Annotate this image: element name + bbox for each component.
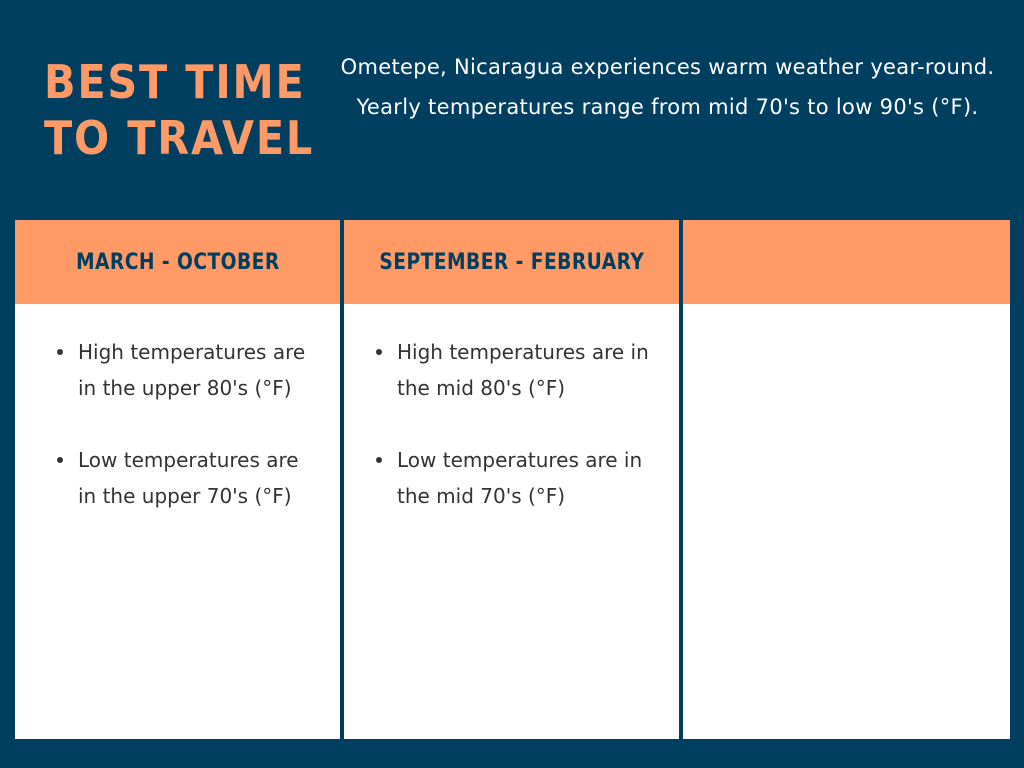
list-item: Low temperatures are in the upper 70's (°F) bbox=[78, 442, 322, 514]
title-line-2: TO TRAVEL bbox=[44, 111, 315, 165]
season-column-september-february bbox=[344, 220, 679, 739]
column-header-label: SEPTEMBER - FEBRUARY bbox=[378, 249, 644, 275]
bullet-list bbox=[15, 304, 340, 514]
list-item: Low temperatures are in the mid 70's (°F) bbox=[397, 442, 661, 514]
empty-column bbox=[683, 220, 1010, 739]
column-header bbox=[344, 220, 679, 304]
bullet-list bbox=[344, 304, 679, 514]
list-item: High temperatures are in the upper 80's (°F) bbox=[78, 334, 322, 406]
title-line-1: BEST TIME bbox=[44, 55, 306, 109]
page-title bbox=[44, 54, 315, 166]
list-item: High temperatures are in the mid 80's (°F) bbox=[397, 334, 661, 406]
intro-text: Ometepe, Nicaragua experiences warm weather year-round. Yearly temperatures range from mid 70's to low 90's (°F). bbox=[340, 55, 995, 119]
season-column-march-october bbox=[15, 220, 340, 739]
column-header-label: MARCH - OCTOBER bbox=[75, 249, 280, 275]
column-header bbox=[683, 220, 1010, 304]
column-header bbox=[15, 220, 340, 304]
